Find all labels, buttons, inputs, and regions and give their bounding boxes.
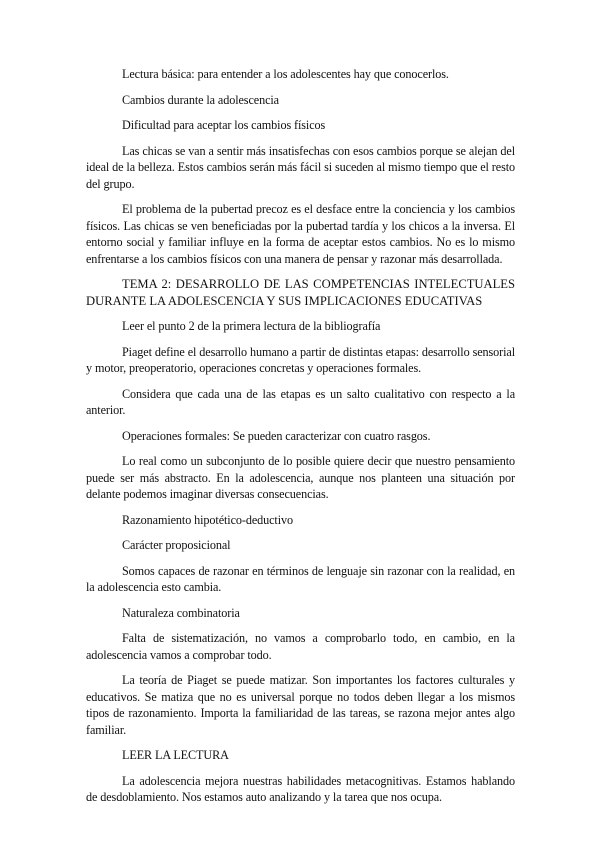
paragraph-salto-cualitativo: Considera que cada una de las etapas es un salto cualitativo con respecto a la anterior. [86, 386, 515, 417]
paragraph-leer-la-lectura: LEER LA LECTURA [122, 748, 229, 762]
paragraph-dificultad-cambios: Dificultad para aceptar los cambios físicos [122, 118, 326, 132]
section-heading-tema-2: TEMA 2: DESARROLLO DE LAS COMPETENCIAS INTELECTUALES DURANTE LA ADOLESCENCIA Y SUS IMPLICACIONES EDUCATIVAS [86, 277, 515, 308]
paragraph-operaciones-formales: Operaciones formales: Se pueden caracterizar con cuatro rasgos. [122, 428, 431, 443]
document-page [86, 66, 515, 815]
paragraph-lectura-basica: Lectura básica: para entender a los adolescentes hay que conocerlos. [122, 67, 449, 81]
paragraph-pubertad-precoz: El problema de la pubertad precoz es el desface entre la conciencia y los cambios físicos. Las chicas se ven beneficiadas por la pubertad tardía y los chicos a la inversa. El entorno social y familiar influye en la forma de aceptar estos cambios. No es lo mismo enfrentarse a los cambios físicos con una manera de pensar y razonar más desarrollada. [86, 202, 515, 266]
paragraph-naturaleza-combinatoria: Naturaleza combinatoria [122, 605, 240, 620]
paragraph-leer-punto-2: Leer el punto 2 de la primera lectura de la bibliografía [122, 319, 381, 333]
paragraph-metacognitivas: La adolescencia mejora nuestras habilidades metacognitivas. Estamos hablando de desdoblamiento. Nos estamos auto analizando y la tarea que nos ocupa. [86, 773, 515, 804]
paragraph-falta-sistematizacion: Falta de sistematización, no vamos a comprobarlo todo, en cambio, en la adolescencia vamos a comprobar todo. [86, 631, 515, 662]
paragraph-teoria-piaget: La teoría de Piaget se puede matizar. Son importantes los factores culturales y educativos. Se matiza que no es universal porque no todos deben llegar a los mismos tipos de razonamiento. Importa la familiaridad de las tareas, se razona mejor antes algo familiar. [86, 673, 515, 737]
paragraph-somos-capaces: Somos capaces de razonar en términos de lenguaje sin razonar con la realidad, en la adolescencia esto cambia. [86, 563, 515, 594]
paragraph-caracter-proposicional: Carácter proposicional [122, 538, 231, 552]
paragraph-cambios-adolescencia: Cambios durante la adolescencia [122, 92, 279, 107]
paragraph-piaget-etapas: Piaget define el desarrollo humano a partir de distintas etapas: desarrollo sensorial y motor, preoperatorio, operaciones concretas y operaciones formales. [86, 344, 515, 375]
paragraph-razonamiento-hipotetico: Razonamiento hipotético-deductivo [122, 512, 293, 527]
paragraph-lo-real: Lo real como un subconjunto de lo posible quiere decir que nuestro pensamiento puede ser más abstracto. En la adolescencia, aunque nos planteen una situación por delante podemos imaginar diversas consecuencias. [86, 454, 515, 501]
paragraph-chicas-insatisfechas: Las chicas se van a sentir más insatisfechas con esos cambios porque se alejan del ideal de la belleza. Estos cambios serán más fácil si suceden al mismo tiempo que el resto del grupo. [86, 143, 515, 191]
